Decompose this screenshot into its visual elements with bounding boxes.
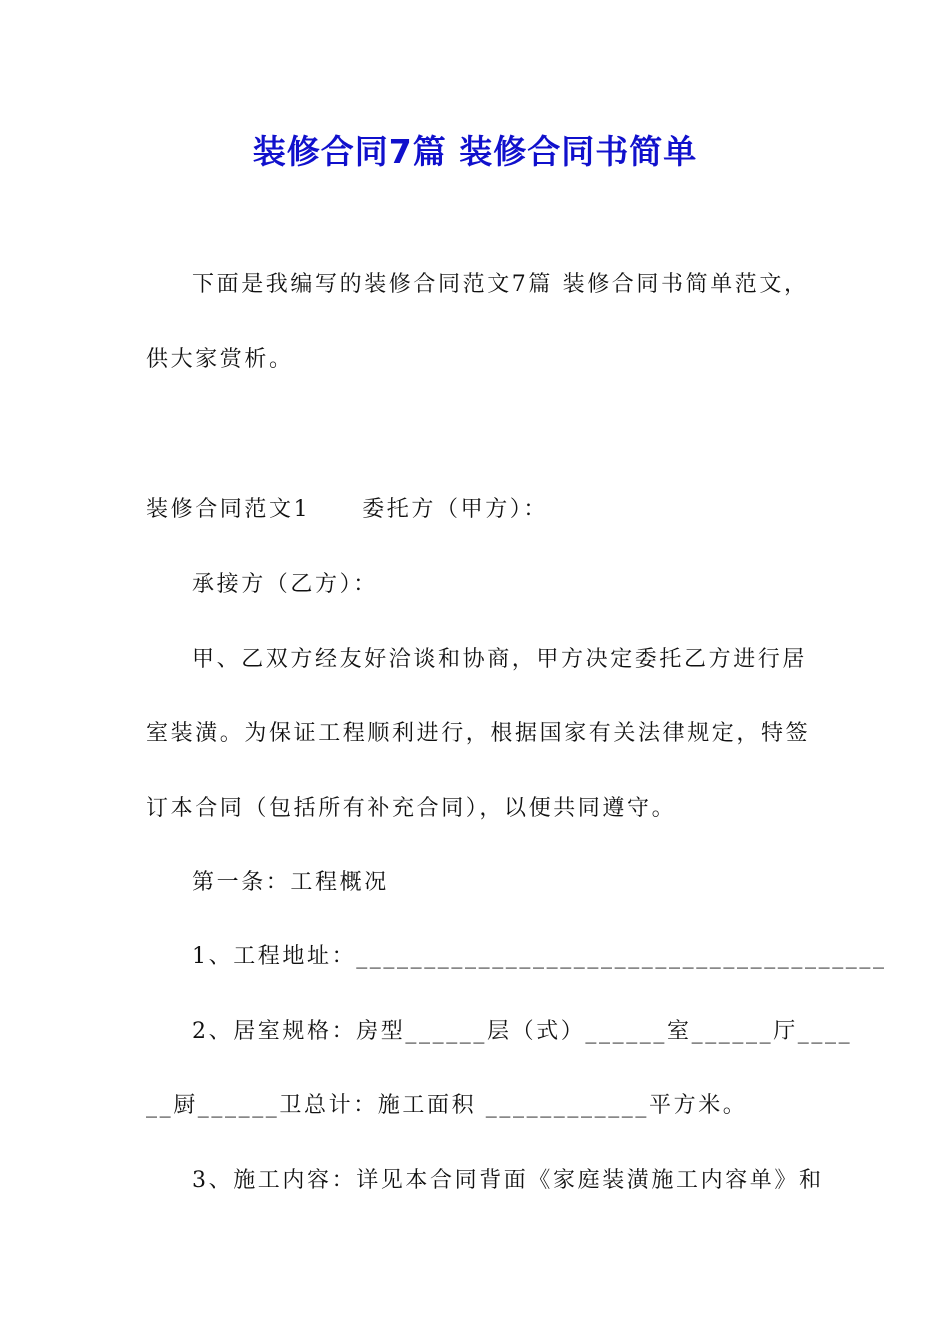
section-heading-line <box>146 494 548 526</box>
room-spec-line-2: __厨______卫总计：施工面积 ____________平方米。 <box>146 1093 748 1118</box>
party-b-label: 承接方（乙方）： <box>192 572 378 597</box>
document-title: 装修合同7篇 装修合同书简单 <box>252 132 698 171</box>
article-one-heading: 第一条：工程概况 <box>192 870 389 895</box>
intro-line-2: 供大家赏析。 <box>146 347 294 372</box>
intro-line-1: 下面是我编写的装修合同范文7篇 装修合同书简单范文， <box>192 272 809 297</box>
paragraph-line-3: 订本合同（包括所有补充合同），以便共同遵守。 <box>146 796 677 821</box>
paragraph-line-2: 室装潢。为保证工程顺利进行，根据国家有关法律规定，特签 <box>146 721 811 746</box>
construction-content-line: 3、施工内容：详见本合同背面《家庭装潢施工内容单》和 <box>192 1168 824 1193</box>
project-address-line: 1、工程地址：_______________________________________ <box>192 944 887 969</box>
paragraph-line-1: 甲、乙双方经友好洽谈和协商，甲方决定委托乙方进行居 <box>192 647 808 672</box>
room-spec-line-1: 2、居室规格：房型______层（式）______室______厅____ <box>192 1019 853 1044</box>
party-a-label: 委托方（甲方）： <box>362 497 549 522</box>
section-heading: 装修合同范文1 <box>146 497 311 522</box>
